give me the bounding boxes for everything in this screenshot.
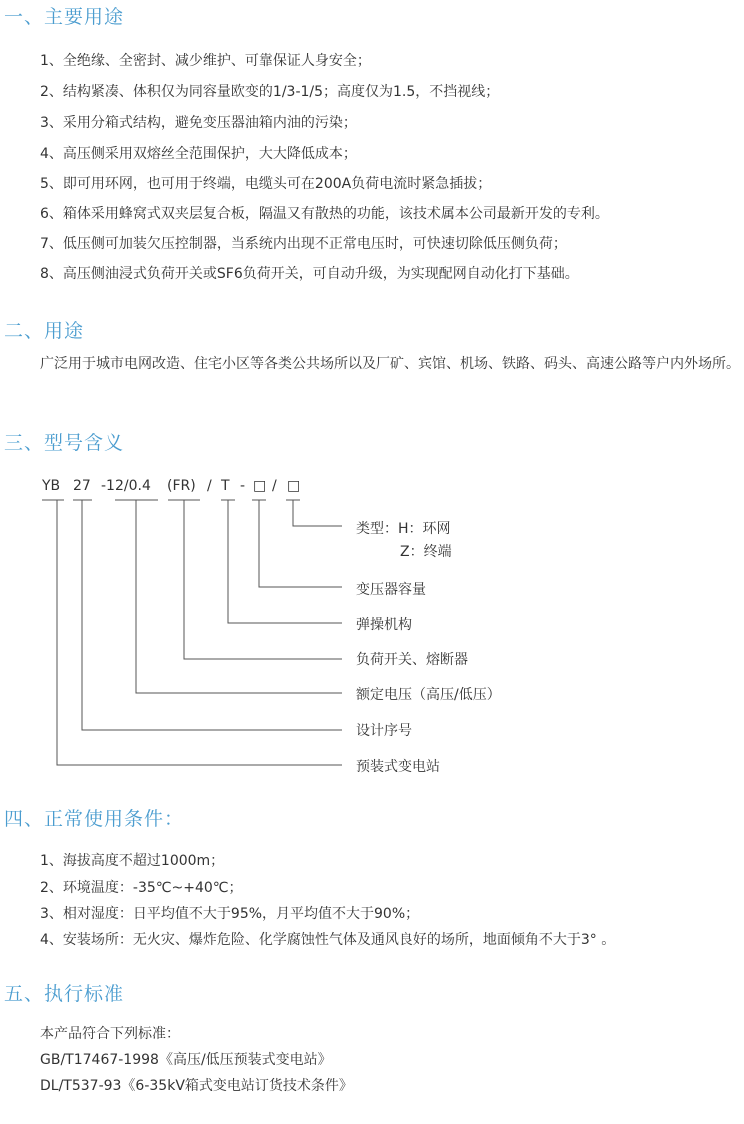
model-part-slash2: / xyxy=(272,478,277,494)
model-part-voltage: -12/0.4 xyxy=(101,478,151,494)
leader-design xyxy=(82,500,342,730)
list-item: 2、结构紧凑、体积仅为同容量欧变的1/3-1/5；高度仅为1.5，不挡视线； xyxy=(40,84,500,100)
label-series: 预装式变电站 xyxy=(356,759,440,775)
list-item: 6、箱体采用蜂窝式双夹层复合板，隔温又有散热的功能，该技术属本公司最新开发的专利。 xyxy=(40,206,609,222)
leader-series xyxy=(57,500,342,765)
list-item: 5、即可用环网，也可用于终端，电缆头可在200A负荷电流时紧急插拔； xyxy=(40,176,492,192)
model-code-diagram xyxy=(0,470,744,780)
list-item: 2、环境温度：-35℃~+40℃； xyxy=(40,880,243,896)
label-type-z: Z：终端 xyxy=(400,544,452,560)
model-part-switch: (FR) xyxy=(167,478,196,494)
list-item: 3、相对湿度：日平均值不大于95%，月平均值不大于90%； xyxy=(40,906,420,922)
label-switch: 负荷开关、熔断器 xyxy=(356,652,468,668)
label-spring: 弹操机构 xyxy=(356,617,412,633)
standard-item: GB/T17467-1998《高压/低压预装式变电站》 xyxy=(40,1052,332,1068)
leader-type xyxy=(293,500,342,526)
usage-paragraph: 广泛用于城市电网改造、住宅小区等各类公共场所以及厂矿、宾馆、机场、铁路、码头、高速公路等户内外场所。 xyxy=(40,356,740,372)
list-item: 4、安装场所：无火灾、爆炸危险、化学腐蚀性气体及通风良好的场所，地面倾角不大于3° 。 xyxy=(40,932,616,948)
model-part-capacity: □ xyxy=(253,478,267,494)
model-part-dash: - xyxy=(240,478,246,494)
list-item: 4、高压侧采用双熔丝全范围保护，大大降低成本； xyxy=(40,146,357,162)
list-item: 3、采用分箱式结构，避免变压器油箱内油的污染； xyxy=(40,115,357,131)
list-item: 1、海拔高度不超过1000m； xyxy=(40,853,225,869)
model-part-spring: T xyxy=(221,478,230,494)
model-part-slash: / xyxy=(207,478,212,494)
section-5-heading: 五、执行标准 xyxy=(4,983,125,1005)
label-design: 设计序号 xyxy=(356,723,412,739)
leader-switch xyxy=(184,500,342,659)
section-1-heading: 一、主要用途 xyxy=(4,6,125,28)
list-item: 7、低压侧可加装欠压控制器，当系统内出现不正常电压时，可快速切除低压侧负荷； xyxy=(40,236,567,252)
section-2-heading: 二、用途 xyxy=(4,320,85,342)
label-capacity: 变压器容量 xyxy=(356,582,426,598)
list-item: 8、高压侧油浸式负荷开关或SF6负荷开关，可自动升级，为实现配网自动化打下基础。 xyxy=(40,266,579,282)
leader-capacity xyxy=(259,500,342,587)
list-item: 1、全绝缘、全密封、减少维护、可靠保证人身安全； xyxy=(40,53,371,69)
section-4-heading: 四、正常使用条件： xyxy=(4,808,185,830)
model-part-design: 27 xyxy=(73,478,91,494)
section-3-heading: 三、型号含义 xyxy=(4,432,125,454)
standards-intro: 本产品符合下列标准： xyxy=(40,1026,180,1042)
label-type: 类型：H：环网 xyxy=(356,521,451,537)
standard-item: DL/T537-93《6-35kV箱式变电站订货技术条件》 xyxy=(40,1078,353,1094)
model-part-type: □ xyxy=(287,478,301,494)
leader-voltage xyxy=(136,500,342,693)
leader-spring xyxy=(228,500,342,623)
model-part-series: YB xyxy=(42,478,61,494)
label-voltage: 额定电压（高压/低压） xyxy=(356,687,501,703)
